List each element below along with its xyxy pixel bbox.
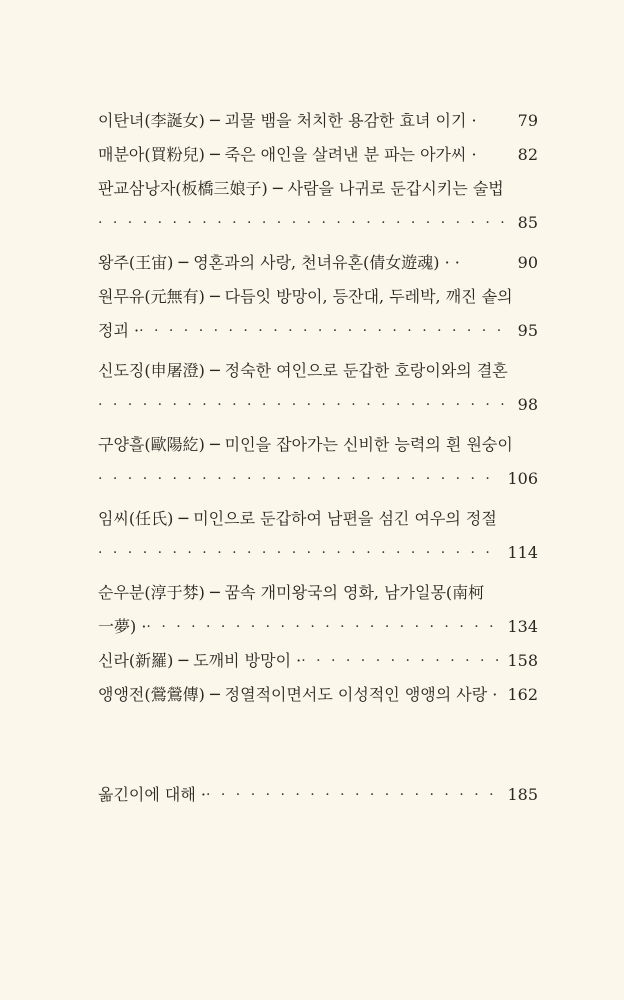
afterword-title: 옮긴이에 대해 · xyxy=(98,785,206,804)
toc-entry-page: 79 xyxy=(517,111,538,130)
toc-entry-leader xyxy=(98,462,538,496)
toc-entry-page: 98 xyxy=(517,395,538,414)
toc-entry-title-cont: 一夢) · xyxy=(98,617,147,636)
table-of-contents xyxy=(98,104,538,812)
toc-entry-leader xyxy=(98,536,538,570)
toc-entry-title: 임씨(任氏) ─ 미인으로 둔갑하여 남편을 섬긴 여우의 정절 xyxy=(98,509,497,528)
toc-entry-title: 순우분(淳于棼) ─ 꿈속 개미왕국의 영화, 남가일몽(南柯 xyxy=(98,583,485,602)
toc-entry-title: 왕주(王宙) ─ 영혼과의 사랑, 천녀유혼(倩女遊魂) · · xyxy=(98,253,460,272)
toc-entry-title: 원무유(元無有) ─ 다듬잇 방망이, 등잔대, 두레박, 깨진 솥의 xyxy=(98,287,513,306)
toc-entry-title: 판교삼낭자(板橋三娘子) ─ 사람을 나귀로 둔갑시키는 술법 xyxy=(98,179,504,198)
toc-entry-page: 114 xyxy=(507,543,538,562)
toc-entry xyxy=(98,644,538,678)
toc-entry-page: 82 xyxy=(517,145,538,164)
dot-leader xyxy=(98,536,501,570)
toc-entry-page: 106 xyxy=(507,469,538,488)
dot-leader xyxy=(98,388,512,422)
dot-leader xyxy=(98,462,501,496)
toc-entry-page: 85 xyxy=(517,213,538,232)
afterword-page: 185 xyxy=(507,785,538,804)
toc-entry xyxy=(98,428,538,462)
toc-entry-page: 158 xyxy=(507,651,538,670)
toc-entry-title: 구양흘(歐陽紇) ─ 미인을 잡아가는 신비한 능력의 흰 원숭이 xyxy=(98,435,513,454)
toc-entry-leader xyxy=(98,314,538,348)
toc-entry xyxy=(98,576,538,610)
toc-entry-page: 90 xyxy=(517,253,538,272)
dot-leader xyxy=(146,610,501,644)
toc-entry-title: 신도징(申屠澄) ─ 정숙한 여인으로 둔갑한 호랑이와의 결혼 xyxy=(98,361,508,380)
toc-entry-title-cont: 정괴 · xyxy=(98,321,140,340)
toc-entry xyxy=(98,678,538,712)
toc-entry xyxy=(98,172,538,206)
dot-leader xyxy=(301,644,501,678)
toc-entry-leader xyxy=(98,610,538,644)
toc-entry xyxy=(98,246,538,280)
toc-entry-title: 이탄녀(李誕女) ─ 괴물 뱀을 처치한 용감한 효녀 이기 · xyxy=(98,111,477,130)
toc-entry-page: 95 xyxy=(517,321,538,340)
toc-entry xyxy=(98,354,538,388)
toc-entry-page: 162 xyxy=(507,685,538,704)
toc-entry xyxy=(98,104,538,138)
toc-entry-title: 신라(新羅) ─ 도깨비 방망이 · xyxy=(98,651,302,670)
toc-entry xyxy=(98,502,538,536)
dot-leader xyxy=(206,778,501,812)
toc-entry-leader xyxy=(98,206,538,240)
toc-entry-title: 앵앵전(鶯鶯傳) ─ 정열적이면서도 이성적인 앵앵의 사랑 · xyxy=(98,685,498,704)
toc-entry xyxy=(98,138,538,172)
toc-afterword xyxy=(98,778,538,812)
dot-leader xyxy=(139,314,512,348)
toc-entry-leader xyxy=(98,388,538,422)
dot-leader xyxy=(98,206,512,240)
toc-entry-title: 매분아(買粉兒) ─ 죽은 애인을 살려낸 분 파는 아가씨 · xyxy=(98,145,477,164)
toc-entry-page: 134 xyxy=(507,617,538,636)
toc-entry xyxy=(98,280,538,314)
